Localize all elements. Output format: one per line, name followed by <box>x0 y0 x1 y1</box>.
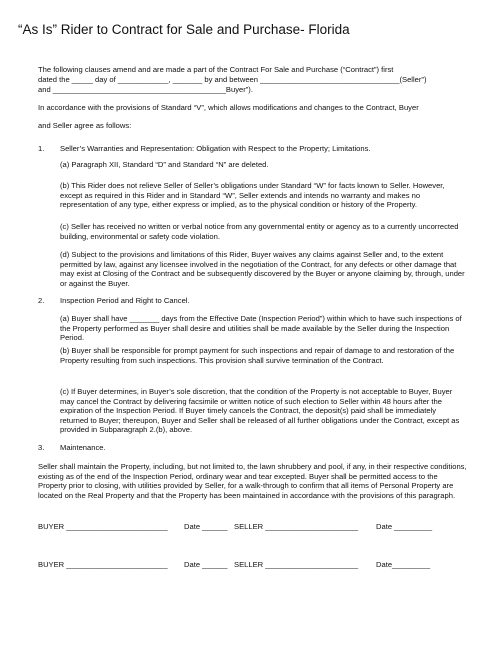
section-1-para-b: (b) This Rider does not relieve Seller of Seller’s obligations under Standard “W” for facts known to Seller. However, except as required in this Rider and in Standard “W”, Seller extends and intends no warranty and makes no representation of any type, either express or implied, as to the physical condition or history of the Property. <box>60 181 445 210</box>
section-1-para-a: (a) Paragraph XII, Standard “D” and Standard “N” are deleted. <box>60 160 269 169</box>
section-3-heading: Maintenance. <box>60 443 106 452</box>
section-2-para-c: (c) If Buyer determines, in Buyer’s sole discretion, that the condition of the Property is not acceptable to Buyer, Buyer may cancel the Contract by delivering facsimile or written notice of such election to Seller within 48 hours after the expiration of the Inspection Period. If Buyer timely cancels the Contract, the deposit(s) paid shall be immediately returned to Buyer; thereupon, Buyer and Seller shall be released of all further obligations under the Contract, except as provided in Subparagraph 2.(b), above. <box>60 387 460 435</box>
buyer-date-line-2: Date ______ <box>184 560 228 569</box>
maintenance-paragraph: Seller shall maintain the Property, including, but not limited to, the lawn shrubbery and pool, if any, in their respective conditions, existing as of the end of the Inspection Period, ordinary wear and tear excepted. Buyer shall be permitted access to the Property prior to closing, with utilities provided by Seller, for a walk-through to confirm that all items of Personal Property are located on the Real Property and that the Property has been maintained in accordance with the provisions of this paragraph. <box>38 462 467 500</box>
seller-signature-line-2: SELLER ______________________ <box>234 560 359 569</box>
buyer-signature-line-2: BUYER ________________________ <box>38 560 168 569</box>
section-2-para-b: (b) Buyer shall be responsible for prompt payment for such inspections and repair of damage to and restoration of the Property resulting from such inspections. This provision shall survive termination of the Contract. <box>60 346 455 365</box>
section-1-para-d: (d) Subject to the provisions and limitations of this Rider, Buyer waives any claims against Seller and, to the extent permitted by law, against any licensee involved in the negotiation of the Contract, for any defects or other damage that may exist at Closing of the Contract and be subsequently discovered by the Buyer or anyone claiming by, through, under or against the Buyer. <box>60 250 465 288</box>
section-1-heading: Seller’s Warranties and Representation: Obligation with Respect to the Property; Limitations. <box>60 144 371 153</box>
intro-line-1: The following clauses amend and are made a part of the Contract For Sale and Purchase (“Contract”) first <box>38 65 394 74</box>
intro-line-2: dated the _____ day of ____________, _______ by and between _________________________________(Seller”) <box>38 75 427 84</box>
standard-v-line-2: and Seller agree as follows: <box>38 121 132 130</box>
seller-date-line-1: Date _________ <box>376 522 433 531</box>
intro-line-3: and _________________________________________Buyer”). <box>38 85 253 94</box>
section-2-number: 2. <box>38 296 45 305</box>
section-1-para-c: (c) Seller has received no written or verbal notice from any governmental entity or agency as to a currently uncorrected building, environmental or safety code violation. <box>60 222 459 241</box>
buyer-date-line-1: Date ______ <box>184 522 228 531</box>
document-title: “As Is” Rider to Contract for Sale and Purchase- Florida <box>18 22 350 37</box>
standard-v-line-1: In accordance with the provisions of Standard “V”, which allows modifications and changes to the Contract, Buyer <box>38 103 419 112</box>
seller-date-line-2: Date_________ <box>376 560 431 569</box>
section-3-number: 3. <box>38 443 45 452</box>
section-1-number: 1. <box>38 144 45 153</box>
buyer-signature-line-1: BUYER ________________________ <box>38 522 168 531</box>
section-2-para-a: (a) Buyer shall have _______ days from the Effective Date (Inspection Period”) within which to have such inspections of the Property performed as Buyer shall desire and utilities shall be made available by the Seller during the Inspection Period. <box>60 314 462 343</box>
section-2-heading: Inspection Period and Right to Cancel. <box>60 296 190 305</box>
seller-signature-line-1: SELLER ______________________ <box>234 522 359 531</box>
